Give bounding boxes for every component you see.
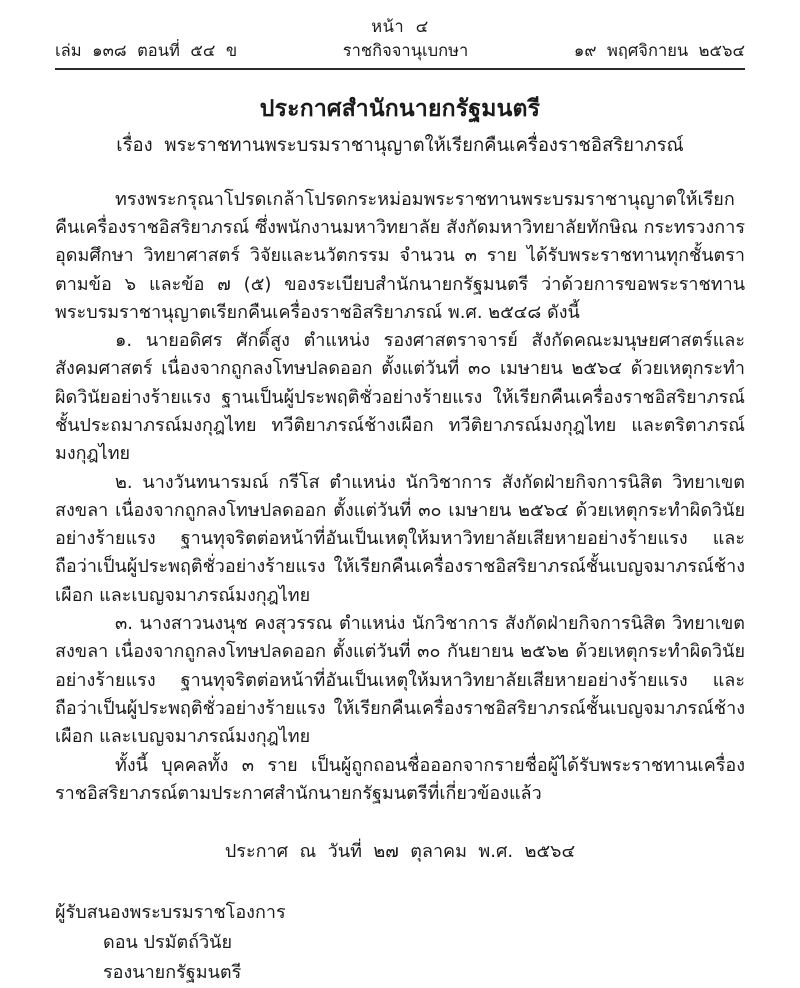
masthead-divider <box>55 68 745 70</box>
closing-date: ประกาศ ณ วันที่ ๒๗ ตุลาคม พ.ศ. ๒๕๖๔ <box>224 841 576 863</box>
page-number: ๔ <box>415 17 429 36</box>
body-paragraph-item-1: ๑. นายอดิศร ศักดิ์สูง ตำแหน่ง รองศาสตราจารย์ สังกัดคณะมนุษยศาสตร์และสังคมศาสตร์ เนื่องจากถูกลงโทษปลดออก ตั้งแต่วันที่ ๓๐ เมษายน ๒๕๖๔ ด้วยเหตุกระทำผิดวินัยอย่างร้ายแรง ฐานเป็นผู้ประพฤติชั่วอย่างร้ายแรง ให้เรียกคืนเครื่องราชอิสริยาภรณ์ชั้นประถมาภรณ์มงกุฎไทย ทวีติยาภรณ์ช้างเผือก ทวีติยาภรณ์มงกุฎไทย และตริตาภรณ์มงกุฎไทย <box>55 330 745 465</box>
body-paragraph-item-3: ๓. นางสาวนงนุช คงสุวรรณ ตำแหน่ง นักวิชาการ สังกัดฝ่ายกิจการนิสิต วิทยาเขตสงขลา เนื่องจากถูกลงโทษปลดออก ตั้งแต่วันที่ ๓๐ กันยายน ๒๕๖๒ ด้วยเหตุกระทำผิดวินัยอย่างร้ายแรง ฐานทุจริตต่อหน้าที่อันเป็นเหตุให้มหาวิทยาลัยเสียหายอย่างร้ายแรง และถือว่าเป็นผู้ประพฤติชั่วอย่างร้ายแรง ให้เรียกคืนเครื่องราชอิสริยาภรณ์ชั้นเบญจมาภรณ์ช้างเผือก และเบญจมาภรณ์มงกุฎไทย <box>55 613 745 748</box>
page-marker-spacer <box>404 17 416 36</box>
masthead-row <box>55 39 745 62</box>
body-paragraph-item-2: ๒. นางวันทนารมณ์ กรีโส ตำแหน่ง นักวิชาการ สังกัดฝ่ายกิจการนิสิต วิทยาเขตสงขลา เนื่องจากถูกลงโทษปลดออก ตั้งแต่วันที่ ๓๐ เมษายน ๒๕๖๔ ด้วยเหตุกระทำผิดวินัยอย่างร้ายแรง ฐานทุจริตต่อหน้าที่อันเป็นเหตุให้มหาวิทยาลัยเสียหายอย่างร้ายแรง และถือว่าเป็นผู้ประพฤติชั่วอย่างร้ายแรง ให้เรียกคืนเครื่องราชอิสริยาภรณ์ชั้นเบญจมาภรณ์ช้างเผือก และเบญจมาภรณ์มงกุฎไทย <box>55 471 745 606</box>
countersign-label: ผู้รับสนองพระบรมราชโองการ <box>55 902 286 924</box>
masthead-publication-date: ๑๙ พฤศจิกายน ๒๕๖๔ <box>573 41 745 61</box>
body-paragraph-intro: ทรงพระกรุณาโปรดเกล้าโปรดกระหม่อมพระราชทานพระบรมราชานุญาตให้เรียกคืนเครื่องราชอิสริยาภรณ์ ซึ่งพนักงานมหาวิทยาลัย สังกัดมหาวิทยาลัยทักษิณ กระทรวงการอุดมศึกษา วิทยาศาสตร์ วิจัยและนวัตกรรม จำนวน ๓ ราย ได้รับพระราชทานทุกชั้นตรา ตามข้อ ๖ และข้อ ๗ (๕) ของระเบียบสำนักนายกรัฐมนตรี ว่าด้วยการขอพระราชทานพระบรมราชานุญาตเรียกคืนเครื่องราชอิสริยาภรณ์ พ.ศ. ๒๕๔๘ ดังนี้ <box>55 188 745 323</box>
masthead-gazette-name: ราชกิจจานุเบกษา <box>342 41 469 61</box>
signature-block <box>0 898 800 988</box>
title-block <box>0 92 800 159</box>
page-masthead <box>0 0 800 70</box>
document-body <box>0 186 800 809</box>
page-marker-label: หน้า <box>371 17 405 36</box>
signer-title: รองนายกรัฐมนตรี <box>103 962 242 984</box>
masthead-volume-section: เล่ม ๑๓๘ ตอนที่ ๕๔ ข <box>55 41 238 61</box>
page-title: ประกาศสำนักนายกรัฐมนตรี <box>259 96 541 123</box>
signer-name: ดอน ปรมัตถ์วินัย <box>103 932 233 954</box>
page-marker <box>55 16 745 38</box>
page-subtitle: เรื่อง พระราชทานพระบรมราชานุญาตให้เรียกคืนเครื่องราชอิสริยาภรณ์ <box>116 134 684 156</box>
body-paragraph-closing-note: ทั้งนี้ บุคคลทั้ง ๓ ราย เป็นผู้ถูกถอนชื่อออกจากรายชื่อผู้ได้รับพระราชทานเครื่องราชอิสริยาภรณ์ตามประกาศสำนักนายกรัฐมนตรีที่เกี่ยวข้องแล้ว <box>55 754 745 804</box>
